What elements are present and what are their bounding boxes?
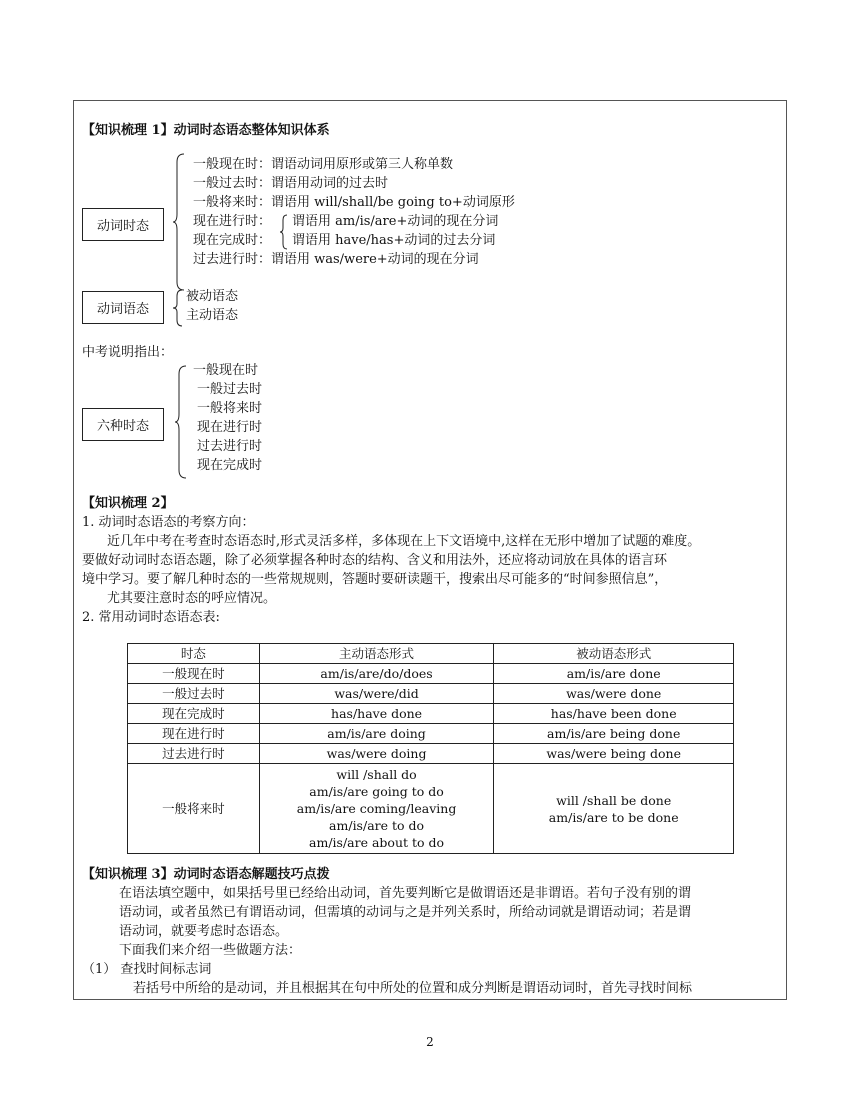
table-cell: was/were being done xyxy=(494,744,734,764)
six-item-2: 一般过去时 xyxy=(197,382,263,397)
future-active-line: am/is/are about to do xyxy=(309,835,445,850)
future-active-line: am/is/are to do xyxy=(329,818,425,833)
table-cell: 一般将来时 xyxy=(128,764,260,854)
table-header-passive: 被动语态形式 xyxy=(494,644,734,664)
future-passive-line: am/is/are to be done xyxy=(548,809,679,825)
section2-item1: 1. 动词时态语态的考察方向： xyxy=(82,515,255,530)
voice-box-label: 动词语态 xyxy=(96,302,149,317)
six-brace-icon xyxy=(174,364,188,480)
tense-box xyxy=(82,208,164,241)
tense-box-label: 动词时态 xyxy=(96,219,149,234)
tense-table xyxy=(127,643,734,854)
table-row xyxy=(128,724,734,744)
table-cell: am/is/are being done xyxy=(494,724,734,744)
table-cell: am/is/are/do/does xyxy=(259,664,494,684)
table-row-future xyxy=(128,764,734,854)
table-header-row xyxy=(128,644,734,664)
section2-para-line-2: 要做好动词时态语态题，除了必须掌握各种时态的结构、含义和用法外，还应将动词放在具体的语言环 xyxy=(82,553,668,568)
section2-para-line-3: 境中学习。要了解几种时态的一些常规规则，答题时要研读题干，搜索出尽可能多的“时间参照信息”， xyxy=(82,572,668,587)
page-number: 2 xyxy=(426,1035,434,1049)
future-active-line: am/is/are going to do xyxy=(309,784,444,799)
table-row xyxy=(128,744,734,764)
table-cell: was/were done xyxy=(494,684,734,704)
six-item-5: 过去进行时 xyxy=(197,439,263,454)
tense-item-1: 一般现在时：谓语动词用原形或第三人称单数 xyxy=(193,157,454,172)
tense-item-4: 现在进行时： xyxy=(193,214,272,229)
table-cell: 一般过去时 xyxy=(128,684,260,704)
sub-item-1: 谓语用 am/is/are+动词的现在分词 xyxy=(292,214,499,229)
table-cell: was/were doing xyxy=(259,744,494,764)
six-tense-box-label: 六种时态 xyxy=(96,419,149,434)
method1-heading: （1） 查找时间标志词 xyxy=(82,962,212,977)
section2-title: 【知识梳理 2】 xyxy=(82,496,174,511)
table-cell: am/is/are done xyxy=(494,664,734,684)
tense-item-6: 过去进行时：谓语用 was/were+动词的现在分词 xyxy=(193,252,479,267)
section3-para-line-3: 语动词，就要考虑时态语态。 xyxy=(119,924,289,939)
six-tense-box xyxy=(82,408,164,441)
table-cell: 现在进行时 xyxy=(128,724,260,744)
table-header-tense: 时态 xyxy=(128,644,260,664)
table-row xyxy=(128,704,734,724)
section3-title: 【知识梳理 3】动词时态语态解题技巧点拨 xyxy=(82,867,330,882)
table-cell: 过去进行时 xyxy=(128,744,260,764)
table-cell-future-passive xyxy=(494,764,734,854)
voice-item-1: 被动语态 xyxy=(186,289,239,304)
table-cell: was/were/did xyxy=(259,684,494,704)
tense-item-2: 一般过去时：谓语用动词的过去时 xyxy=(193,176,389,191)
section3-para-line-2: 语动词，或者虽然已有谓语动词，但需填的动词与之是并列关系时，所给动词就是谓语动词；若是谓 xyxy=(119,905,692,920)
table-cell: has/have been done xyxy=(494,704,734,724)
section3-para-line-1: 在语法填空题中，如果括号里已经给出动词，首先要判断它是做谓语还是非谓语。若句子没有别的谓 xyxy=(119,886,692,901)
table-cell: 现在完成时 xyxy=(128,704,260,724)
section2-para-line-4: 尤其要注意时态的呼应情况。 xyxy=(107,591,277,606)
table-row xyxy=(128,664,734,684)
table-header-active: 主动语态形式 xyxy=(259,644,494,664)
table-cell-future-active xyxy=(259,764,494,854)
table-row xyxy=(128,684,734,704)
future-active-line: am/is/are coming/leaving xyxy=(296,801,457,816)
six-item-4: 现在进行时 xyxy=(197,420,263,435)
voice-item-2: 主动语态 xyxy=(186,308,239,323)
table-cell: has/have done xyxy=(259,704,494,724)
tense-item-5: 现在完成时： xyxy=(193,233,272,248)
voice-brace-icon xyxy=(172,288,184,328)
method1-text: 若括号中所给的是动词，并且根据其在句中所处的位置和成分判断是谓语动词时，首先寻找时间标 xyxy=(133,981,693,996)
voice-box xyxy=(82,291,164,324)
tense-brace-icon xyxy=(172,152,186,292)
future-passive-line: will /shall be done xyxy=(556,792,672,808)
section3-para-line-4: 下面我们来介绍一些做题方法： xyxy=(119,943,302,958)
sub-item-2: 谓语用 have/has+动词的过去分词 xyxy=(292,233,496,248)
six-item-3: 一般将来时 xyxy=(197,401,263,416)
sub-brace-icon xyxy=(279,214,289,250)
section2-para-line-1: 近几年中考在考查时态语态时,形式灵活多样，多体现在上下文语境中,这样在无形中增加了试题的难度。 xyxy=(107,534,701,549)
six-item-6: 现在完成时 xyxy=(197,458,263,473)
exam-note: 中考说明指出： xyxy=(82,345,174,360)
six-item-1: 一般现在时 xyxy=(193,363,259,378)
section2-item2: 2. 常用动词时态语态表: xyxy=(82,610,220,625)
tense-item-3: 一般将来时：谓语用 will/shall/be going to+动词原形 xyxy=(193,195,515,210)
future-active-line: will /shall do xyxy=(336,767,417,782)
table-cell: am/is/are doing xyxy=(259,724,494,744)
table-cell: 一般现在时 xyxy=(128,664,260,684)
section1-title: 【知识梳理 1】动词时态语态整体知识体系 xyxy=(82,123,330,138)
